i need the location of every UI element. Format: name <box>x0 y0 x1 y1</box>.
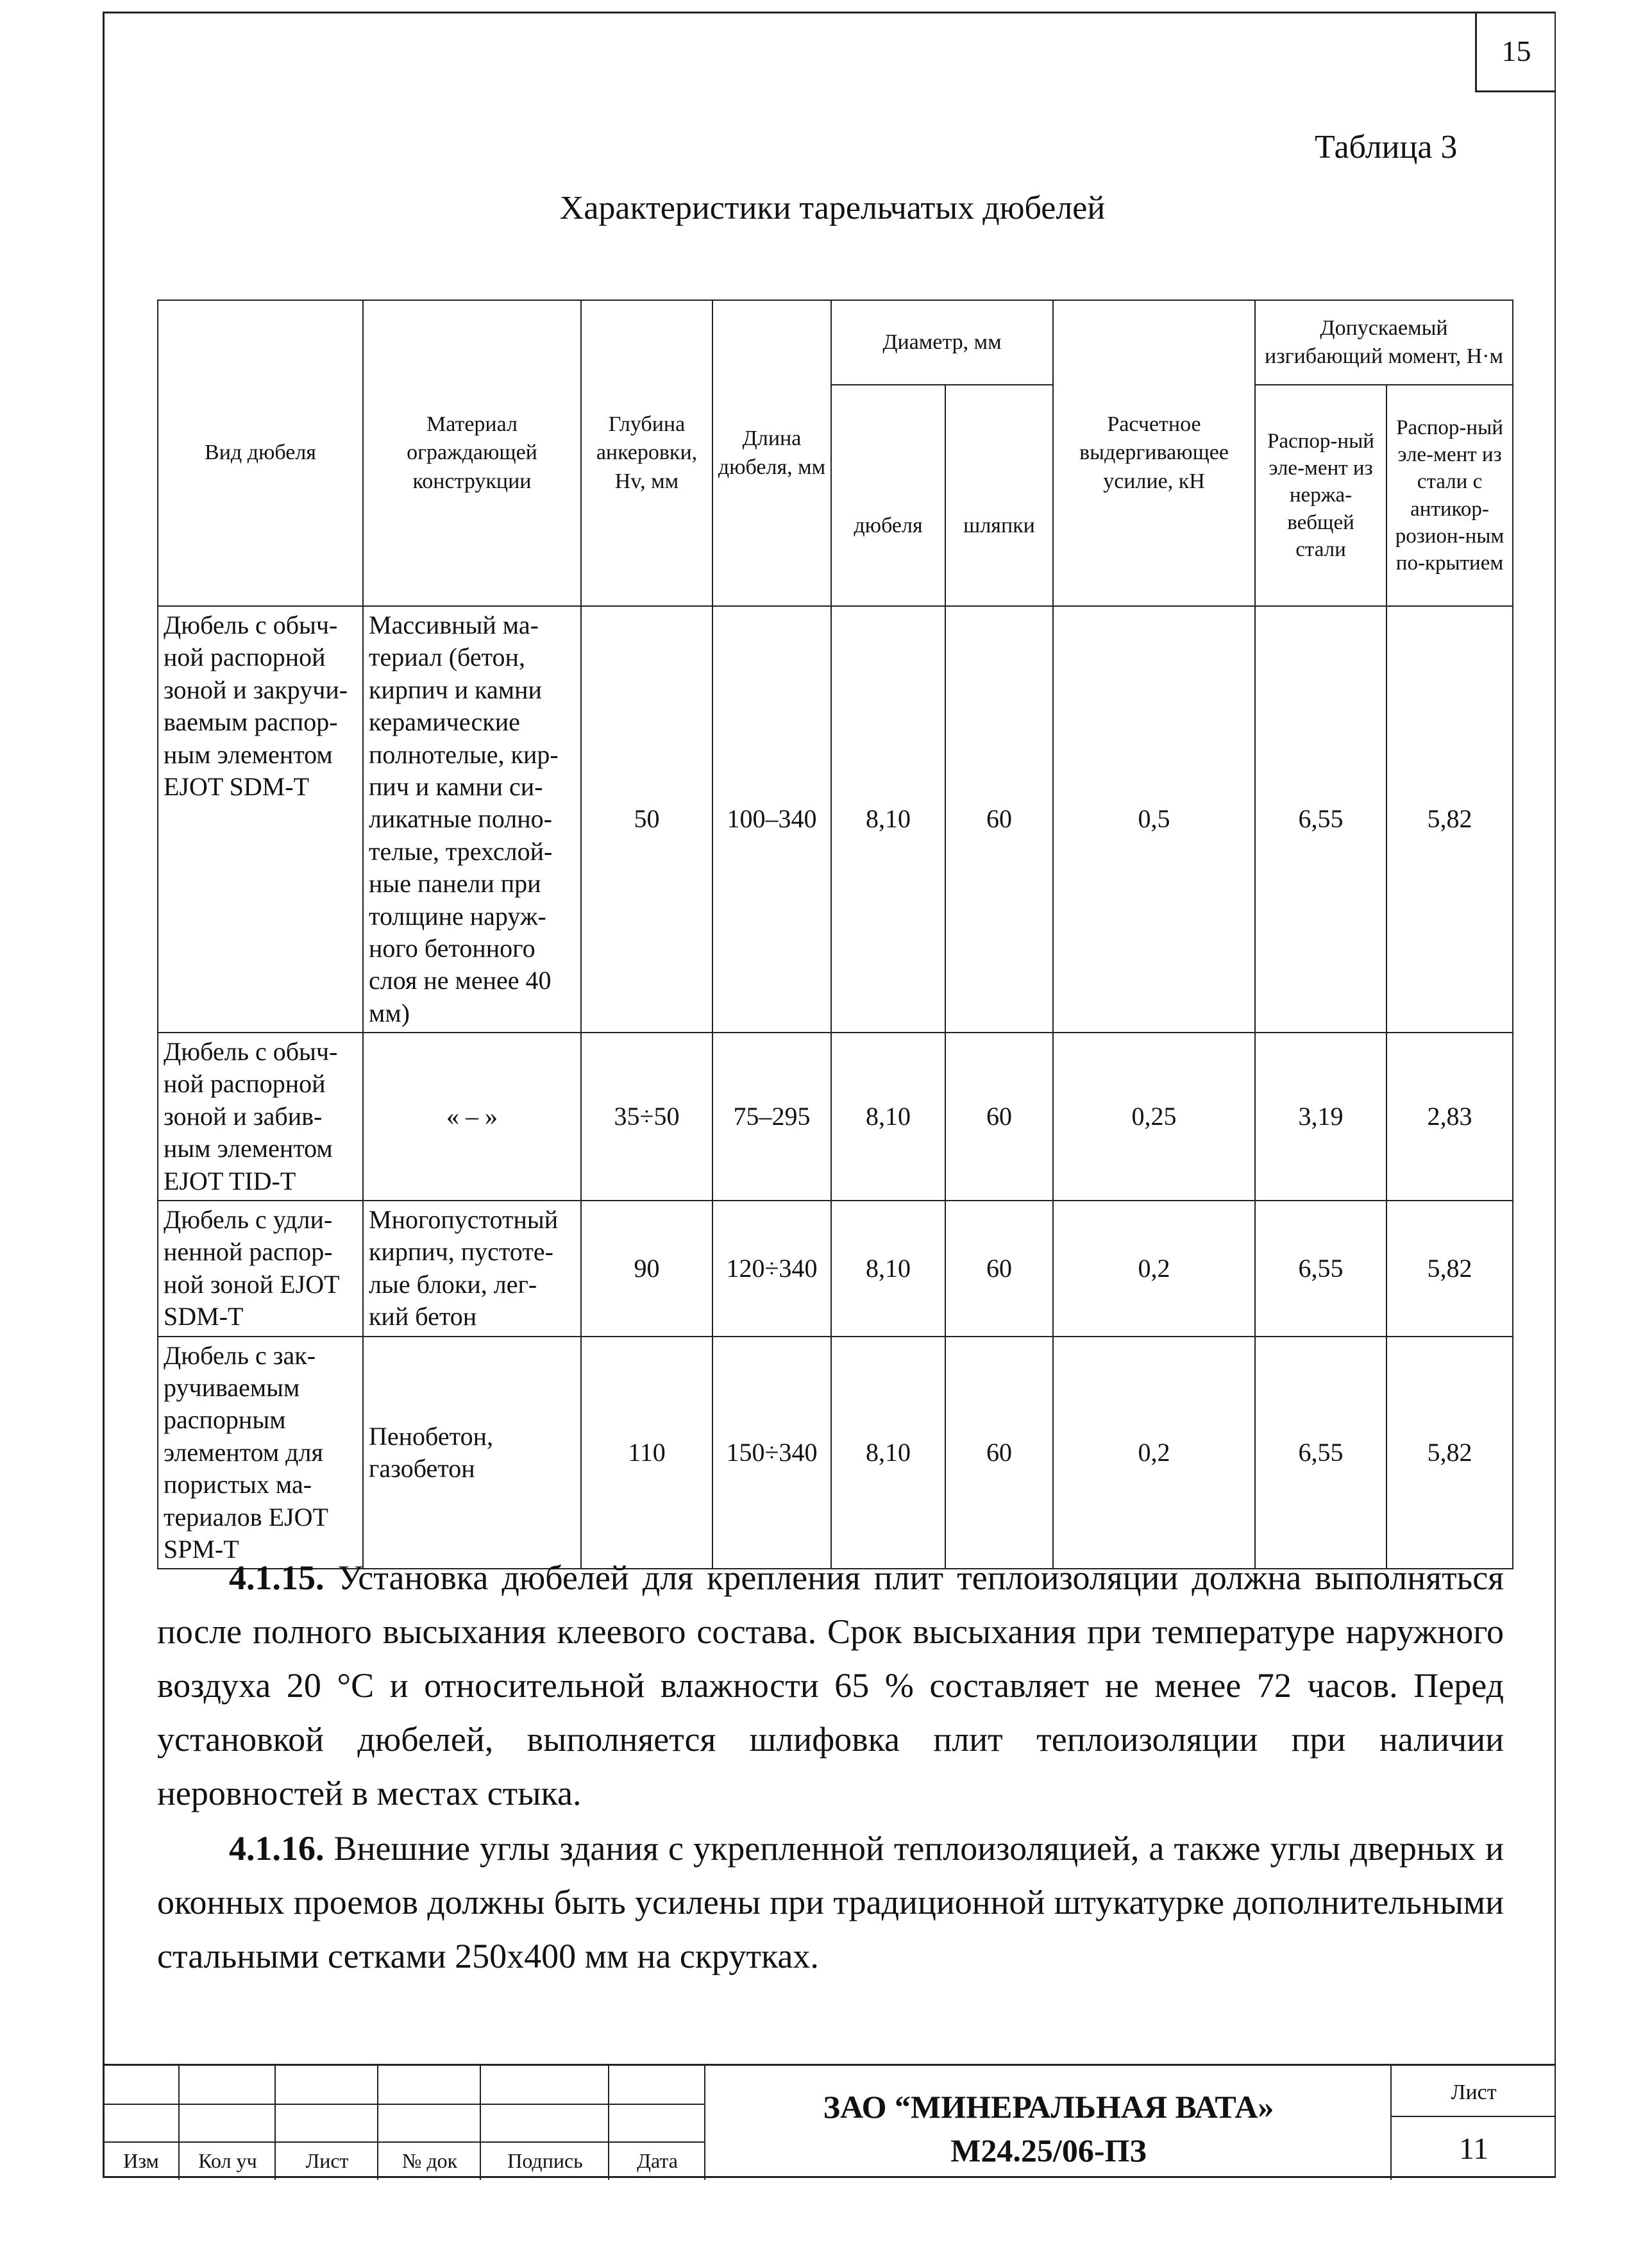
cell-diam-head: 60 <box>945 1337 1053 1569</box>
title-block <box>103 2064 1556 2178</box>
cell-force: 0,5 <box>1053 606 1255 1033</box>
cell-moment-coated: 2,83 <box>1386 1033 1513 1201</box>
stamp-label-sheet: Лист <box>305 2148 349 2172</box>
header-diam-head: шляпки <box>945 385 1053 606</box>
cell-diam-head: 60 <box>945 606 1053 1033</box>
header-material: Материал ограждающей конструкции <box>363 300 581 606</box>
cell-force: 0,2 <box>1053 1201 1255 1337</box>
paragraph-number: 4.1.16. <box>229 1829 324 1868</box>
paragraph-4-1-16 <box>157 1821 1504 1983</box>
stamp-organization <box>705 2085 1392 2172</box>
cell-type: Дюбель с обыч-ной распорной зоной и закручи-ваемым распор-ным элементом EJOT SDM-T <box>158 606 363 1033</box>
cell-moment-coated: 5,82 <box>1386 1201 1513 1337</box>
stamp-label-doc: № док <box>401 2148 458 2172</box>
header-length: Длина дюбеля, мм <box>712 300 831 606</box>
cell-depth: 90 <box>581 1201 712 1337</box>
stamp-label-count: Кол уч <box>198 2148 257 2172</box>
header-type: Вид дюбеля <box>158 300 363 606</box>
cell-moment-stainless: 6,55 <box>1255 1337 1386 1569</box>
paragraph-text: Установка дюбелей для крепления плит теплоизоляции должна выполняться после полного высыхания клеевого состава. Срок высыхания при температуре наружного воздуха 20 °С и относительной влажности 65 % составляет не менее 72 часов. Перед установкой дюбелей, выполняется шлифовка плит теплоизоляции при наличии неровностей в местах стыка. <box>157 1558 1504 1812</box>
document-code: М24.25/06-ПЗ <box>950 2132 1147 2168</box>
cell-moment-coated: 5,82 <box>1386 1337 1513 1569</box>
table-row <box>158 606 1513 1033</box>
cell-diam-head: 60 <box>945 1201 1053 1337</box>
dowel-characteristics-table <box>157 300 1513 1569</box>
cell-material: Массивный ма-териал (бетон, кирпич и камни керамические полнотелые, кир-пич и камни си-ликатные полно-телые, трехслой-ные панели при толщине наруж-ного бетонного слоя не менее 40 мм) <box>363 606 581 1033</box>
cell-moment-coated: 5,82 <box>1386 606 1513 1033</box>
cell-length: 100–340 <box>712 606 831 1033</box>
paragraph-4-1-15 <box>157 1551 1504 1820</box>
table-title: Характеристики тарельчатых дюбелей <box>559 190 1106 226</box>
cell-moment-stainless: 6,55 <box>1255 606 1386 1033</box>
organization-name: ЗАО “МИНЕРАЛЬНАЯ ВАТА» <box>823 2089 1274 2125</box>
cell-depth: 50 <box>581 606 712 1033</box>
header-moment-stainless: Распор-ный эле-мент из нержа-вебщей стали <box>1255 385 1386 606</box>
stamp-label-signature: Подпись <box>507 2148 583 2172</box>
header-moment-coated: Распор-ный эле-мент из стали с антикор-розион-ным по-крытием <box>1386 385 1513 606</box>
cell-diam-dowel: 8,10 <box>831 1033 945 1201</box>
cell-material: « – » <box>363 1033 581 1201</box>
stamp-label-change: Изм <box>123 2148 159 2172</box>
header-moment: Допускаемый изгибающий момент, Н·м <box>1255 300 1513 385</box>
page-number: 15 <box>1475 12 1556 92</box>
cell-type: Дюбель с удли-ненной распор-ной зоной EJOT SDM-T <box>158 1201 363 1337</box>
cell-diam-dowel: 8,10 <box>831 1201 945 1337</box>
header-diam-dowel: дюбеля <box>831 385 945 606</box>
table-row <box>158 1337 1513 1569</box>
cell-diam-dowel: 8,10 <box>831 606 945 1033</box>
cell-depth: 35÷50 <box>581 1033 712 1201</box>
header-depth: Глубина анкеровки, Hv, мм <box>581 300 712 606</box>
stamp-sheet-label: Лист <box>1451 2081 1497 2104</box>
stamp-sheet-number: 11 <box>1458 2131 1489 2166</box>
header-force: Расчетное выдергивающее усилие, кН <box>1053 300 1255 606</box>
cell-type: Дюбель с зак-ручиваемым распорным элементом для пористых ма-териалов EJOT SPM-T <box>158 1337 363 1569</box>
stamp-label-date: Дата <box>637 2148 678 2172</box>
cell-material: Пенобетон, газобетон <box>363 1337 581 1569</box>
cell-depth: 110 <box>581 1337 712 1569</box>
cell-diam-dowel: 8,10 <box>831 1337 945 1569</box>
table-row <box>158 1033 1513 1201</box>
cell-length: 150÷340 <box>712 1337 831 1569</box>
paragraph-number: 4.1.15. <box>229 1558 324 1597</box>
paragraph-text: Внешние углы здания с укрепленной теплоизоляцией, а также углы дверных и оконных проемов должны быть усилены при традиционной штукатурке дополнительными стальными сетками 250х400 мм на скрутках. <box>157 1829 1504 1975</box>
cell-moment-stainless: 3,19 <box>1255 1033 1386 1201</box>
cell-force: 0,2 <box>1053 1337 1255 1569</box>
cell-moment-stainless: 6,55 <box>1255 1201 1386 1337</box>
cell-type: Дюбель с обыч-ной распорной зоной и забив-ным элементом EJOT TID-T <box>158 1033 363 1201</box>
cell-length: 120÷340 <box>712 1201 831 1337</box>
cell-material: Многопустотный кирпич, пустоте-лые блоки, лег-кий бетон <box>363 1201 581 1337</box>
cell-length: 75–295 <box>712 1033 831 1201</box>
header-diameter: Диаметр, мм <box>831 300 1053 385</box>
table-label: Таблица 3 <box>1315 129 1458 165</box>
table-row <box>158 1201 1513 1337</box>
cell-force: 0,25 <box>1053 1033 1255 1201</box>
cell-diam-head: 60 <box>945 1033 1053 1201</box>
